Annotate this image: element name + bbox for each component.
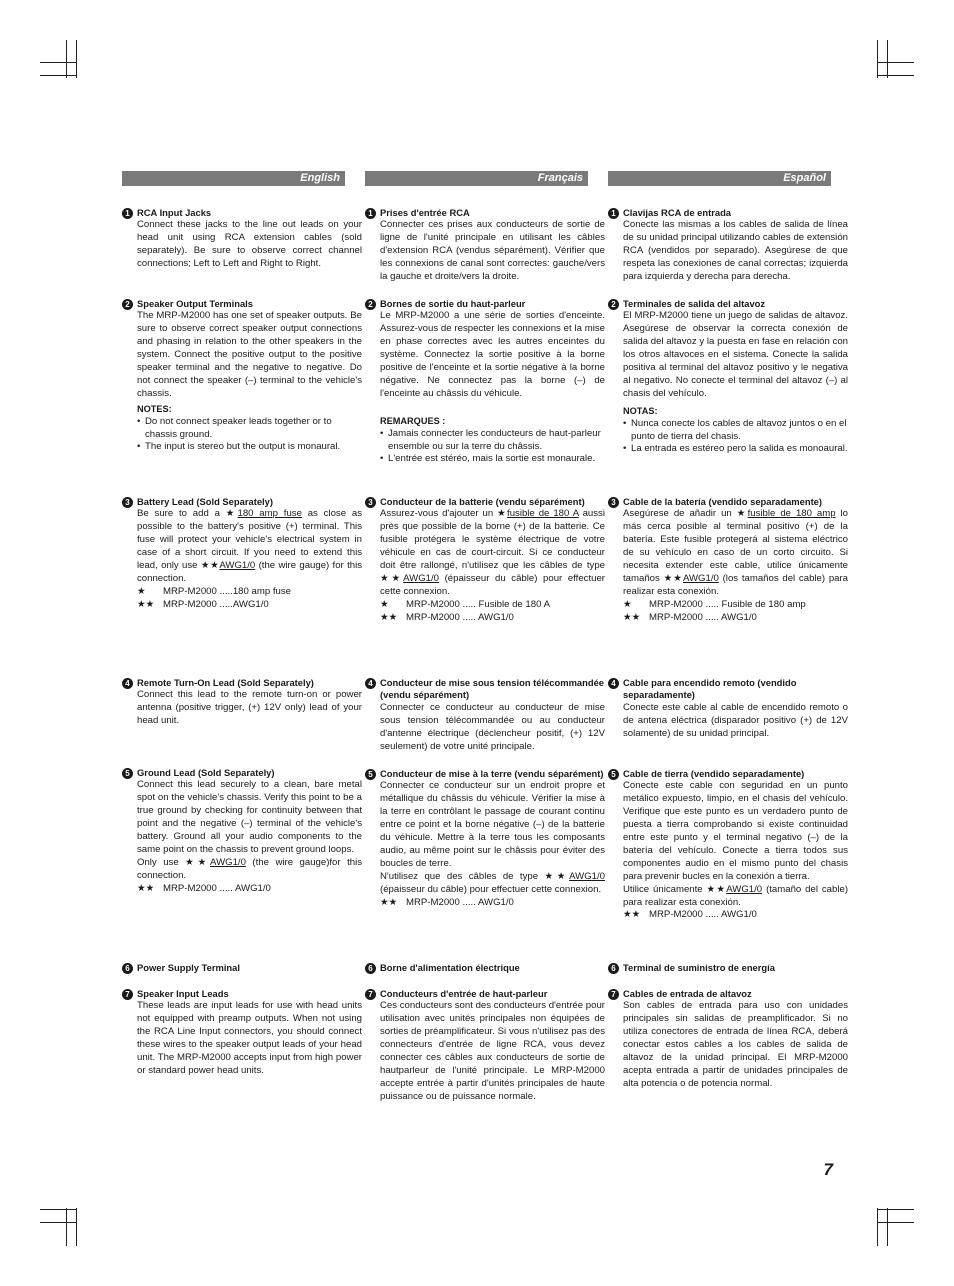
section-title: Power Supply Terminal	[137, 962, 240, 973]
column-header-english: English	[122, 171, 345, 186]
double-star-icon: ★★	[200, 560, 220, 572]
number-badge: 3	[608, 497, 619, 508]
section-body: Connect this lead to the remote turn-on or power antenna (positive trigger, (+) 12V only) lead of your head unit.	[137, 689, 362, 727]
crop-mark	[40, 62, 76, 63]
crop-mark	[887, 40, 888, 78]
section-title: Clavijas RCA de entrada	[623, 207, 732, 218]
section-title: Remote Turn-On Lead (Sold Separately)	[137, 677, 314, 688]
crop-mark	[40, 75, 76, 76]
section-title: Conducteur de la batterie (vendu séparément)	[380, 496, 585, 507]
number-badge: 5	[122, 768, 133, 779]
section-title: Conducteur de mise à la terre (vendu séparément)	[380, 768, 604, 779]
number-badge: 7	[608, 989, 619, 1000]
double-star-icon: ★★	[706, 883, 727, 895]
spec-row: ★★ MRP-M2000 ..... AWG1/0	[380, 611, 514, 623]
note-item: • La entrada es estéreo pero la salida es monoaural.	[623, 443, 848, 456]
star-icon: ★	[225, 508, 238, 520]
crop-mark	[40, 1222, 76, 1223]
number-badge: 2	[608, 299, 619, 310]
section-title: Conducteurs d'entrée de haut-parleur	[380, 988, 548, 999]
section-cable-encendido-remoto	[608, 677, 848, 741]
section-body: Connecter ce conducteur sur un endroit propre et métallique du châssis du véhicule. Vérifier la mise à la terre en contrôlant le passage de courant continu entre ce point et la borne négative (–) de la batterie du véhicule. Mettre à la terre tous les composants audio, au même point sur le châssis pour éviter des boucles de terre.	[380, 780, 605, 869]
section-title: Cables de entrada de altavoz	[623, 988, 752, 999]
section-body: These leads are input leads for use with head units not equipped with preamp outputs. When not using the RCA Line Input connectors, you should connect these wires to the speaker output leads of your head unit. The MRP-M2000 accepts input from high power or standard power head units.	[137, 1000, 362, 1076]
crop-mark	[76, 40, 77, 78]
section-body: Conecte este cable al cable de encendido remoto o de antena eléctrica (disparador positivo (+) de 12V solamente) de su unidad principal.	[623, 701, 848, 739]
crop-mark	[887, 1208, 888, 1246]
page-number: 7	[823, 1160, 833, 1179]
section-body: Assurez-vous d'ajouter un ★fusible de 180 A aussi près que possible de la borne (+) de la batterie. Ce fusible protégera le système électrique de votre véhicule en cas de court-circuit. Si ce conducteur doit être rallongé, n'utilisez que les câbles de type ★★AWG1/0 (épaisseur du câble) pour effectuer cette connexion.	[380, 508, 606, 597]
crop-mark	[878, 62, 914, 63]
section-conducteur-batterie	[365, 496, 605, 625]
notes-title: NOTAS:	[623, 405, 658, 416]
notes-title: REMARQUES :	[380, 415, 446, 426]
section-rca-input-jacks	[122, 207, 362, 271]
section-body: Conecte este cable con seguridad en un punto metálico expuesto, limpio, en el chasis del vehículo. Verifique que este punto es un verdadero punto de puesta a tierra comprobando si existe continuidad entre este punto y el terminal negativo (–) de la batería del vehículo. Conecte a tierra todos sus componentes audio en el mismo punto del chasis para prevenir bucles en la conexión a tierra.	[623, 780, 848, 882]
number-badge: 3	[122, 497, 133, 508]
column-header-espanol: Español	[608, 171, 831, 186]
number-badge: 6	[122, 963, 133, 974]
spec-row: ★ MRP-M2000 ..... Fusible de 180 amp	[623, 598, 806, 610]
section-title: Speaker Output Terminals	[137, 298, 254, 309]
number-badge: 1	[608, 208, 619, 219]
section-body: Le MRP-M2000 a une série de sorties d'enceinte. Assurez-vous de respecter les connexions et la mise en phase correctes avec les autres enceintes du système. Connectez la sortie positive à la borne positive de l'enceinte et la sortie négative à la borne négative. Ne connectez pas la borne (–) de l'enceinte au châssis du véhicule.	[380, 310, 605, 399]
section-conducteur-telecommande	[365, 677, 605, 753]
section-title: RCA Input Jacks	[137, 207, 212, 218]
double-star-icon: ★★	[380, 896, 398, 908]
section-terminal-suministro	[608, 962, 848, 974]
crop-mark	[66, 1208, 67, 1246]
section-battery-lead	[122, 496, 362, 612]
section-conducteur-terre	[365, 768, 605, 909]
spec-row: ★★ MRP-M2000 ..... AWG1/0	[623, 611, 757, 623]
spec-row: ★★ MRP-M2000 .....AWG1/0	[137, 598, 269, 610]
section-body: Connect this lead securely to a clean, bare metal spot on the vehicle's chassis. Verify this point to be a true ground by checking for continuity between that point and the negative (–) terminal of the vehicle's battery. Ground all your audio components to the same point on the chassis to prevent ground loops.	[137, 779, 362, 855]
number-badge: 7	[122, 989, 133, 1000]
section-title: Battery Lead (Sold Separately)	[137, 496, 273, 507]
double-star-icon: ★★	[663, 572, 683, 584]
section-terminales-salida	[608, 298, 848, 456]
double-star-icon: ★★	[623, 909, 641, 921]
star-icon: ★	[497, 508, 508, 520]
section-title: Bornes de sortie du haut-parleur	[380, 298, 526, 309]
section-body: Ces conducteurs sont des conducteurs d'entrée pour utilisation avec unités principales non équipées de sorties de préamplificateur. Si vous n'utilisez pas des connecteurs d'entrée de ligne RCA, vous devez connecter ces câbles aux conducteurs de sortie de hautparleur de l'unité principale. Le MRP-M2000 accepte entrée à partir d'unités principales de haute puissance ou de puissance normale.	[380, 1000, 605, 1102]
note-item: • Nunca conecte los cables de altavoz juntos o en el punto de tierra del chasis.	[623, 418, 848, 444]
spec-row: ★★ MRP-M2000 ..... AWG1/0	[380, 896, 514, 908]
crop-mark	[878, 1222, 914, 1223]
section-borne-alimentation	[365, 962, 605, 974]
section-speaker-output-terminals	[122, 298, 362, 454]
spec-row: ★★ MRP-M2000 ..... AWG1/0	[137, 882, 271, 894]
section-body: Utilice únicamente ★★AWG1/0 (tamaño del cable) para realizar esta conexión.	[623, 883, 849, 908]
section-cable-bateria	[608, 496, 848, 625]
section-conducteurs-entree	[365, 988, 605, 1104]
section-body: Connect these jacks to the line out leads on your head unit using RCA extension cables (sold separately). Be sure to observe correct channel connections; Left to Left and Right to Right.	[137, 219, 362, 270]
section-title: Cable de tierra (vendido separadamente)	[623, 768, 805, 779]
number-badge: 3	[365, 497, 376, 508]
double-star-icon: ★★	[380, 572, 404, 584]
section-body: Conecte las mismas a los cables de salida de línea de su unidad principal utilizando cables de extensión RCA (vendidos por separado). Asegúrese de que respeta las conexiones de canal correctas; izquierda para izquierda y derecha para derecha.	[623, 219, 848, 283]
crop-mark	[877, 1208, 878, 1246]
section-title: Conducteur de mise sous tension télécommandée (vendu séparément)	[380, 677, 605, 701]
column-header-francais: Français	[365, 171, 588, 186]
section-body: Connecter ce conducteur au conducteur de mise sous tension télécommandée ou au conducteur d'antenne électrique (déclencheur positif, (+) 12V seulement) de votre unité principale.	[380, 701, 605, 752]
section-power-supply-terminal	[122, 962, 362, 974]
double-star-icon: ★★	[544, 870, 570, 882]
crop-mark	[40, 1209, 76, 1210]
note-item: • Jamais connecter les conducteurs de haut-parleur ensemble ou sur la terre du châssis.	[380, 428, 605, 454]
star-icon: ★	[623, 598, 632, 610]
number-badge: 5	[365, 769, 376, 780]
spec-row: ★ MRP-M2000 .....180 amp fuse	[137, 585, 291, 597]
section-cables-entrada	[608, 988, 848, 1091]
number-badge: 6	[365, 963, 376, 974]
note-item: • L'entrée est stéréo, mais la sortie est monaurale.	[380, 453, 605, 466]
note-item: • Do not connect speaker leads together or to chassis ground.	[137, 416, 362, 442]
star-icon: ★	[736, 508, 748, 520]
section-ground-lead	[122, 767, 362, 896]
section-cable-tierra	[608, 768, 848, 922]
star-icon: ★	[380, 598, 389, 610]
spec-row: ★ MRP-M2000 ..... Fusible de 180 A	[380, 598, 550, 610]
spec-row: ★★ MRP-M2000 ..... AWG1/0	[623, 909, 757, 921]
section-title: Speaker Input Leads	[137, 988, 229, 999]
double-star-icon: ★★	[137, 882, 155, 894]
number-badge: 4	[365, 678, 376, 689]
section-title: Borne d'alimentation électrique	[380, 962, 520, 973]
note-item: • The input is stereo but the output is monaural.	[137, 441, 362, 454]
section-title: Terminales de salida del altavoz	[623, 298, 766, 309]
section-body: N'utilisez que des câbles de type ★★AWG1/0 (épaisseur du câble) pour effectuer cette connexion.	[380, 870, 605, 895]
crop-mark	[878, 1209, 914, 1210]
section-title: Cable de la batería (vendido separadamente)	[623, 496, 823, 507]
crop-mark	[76, 1208, 77, 1246]
notes-title: NOTES:	[137, 403, 172, 414]
section-title: Terminal de suministro de energía	[623, 962, 775, 973]
section-body: Be sure to add a ★180 amp fuse as close as possible to the battery's positive (+) terminal. This fuse will protect your vehicle's electrical system in case of a short circuit. If you need to extend this lead, only use ★★AWG1/0 (the wire gauge) for this connection.	[137, 508, 362, 584]
number-badge: 7	[365, 989, 376, 1000]
crop-mark	[66, 40, 67, 78]
section-body: Connecter ces prises aux conducteurs de sortie de ligne de l'unité principale en utilisant les câbles d'extension RCA (vendus séparément). Vérifier que les connexions de canal sont correctes: gauche/vers la gauche et droite/vers la droite.	[380, 219, 605, 283]
section-title: Cable para encendido remoto (vendido separadamente)	[623, 677, 797, 701]
star-icon: ★	[137, 585, 146, 597]
double-star-icon: ★★	[380, 611, 398, 623]
double-star-icon: ★★	[185, 856, 211, 868]
double-star-icon: ★★	[137, 598, 155, 610]
section-title: Prises d'entrée RCA	[380, 207, 470, 218]
number-badge: 4	[608, 678, 619, 689]
number-badge: 2	[365, 299, 376, 310]
section-body: Son cables de entrada para uso con unidades principales sin salidas de preamplificador. Si no utiliza conectores de entrada de línea RCA, deberá conectar estos cables a los cables de salida de altavoz de la unidad principal. El MRP-M2000 acepta entrada a partir de unidades principales de alta potencia o de potencia normal.	[623, 1000, 848, 1089]
number-badge: 1	[365, 208, 376, 219]
number-badge: 6	[608, 963, 619, 974]
section-body: The MRP-M2000 has one set of speaker outputs. Be sure to observe correct speaker output connections and phasing in relation to the other speakers in the system. Connect the positive output to the positive speaker terminal and the negative to negative. Do not connect the speaker (–) terminal to the vehicle's chassis.	[137, 310, 362, 399]
crop-mark	[878, 75, 914, 76]
crop-mark	[877, 40, 878, 78]
number-badge: 1	[122, 208, 133, 219]
number-badge: 4	[122, 678, 133, 689]
section-speaker-input-leads	[122, 988, 362, 1078]
section-prises-entree-rca	[365, 207, 605, 284]
section-body: El MRP-M2000 tiene un juego de salidas de altavoz. Asegúrese de observar la correcta conexión de salida del altavoz y la puesta en fase en relación con los otros altavoces en el sistema. Conecte la salida positiva al terminal del altavoz positivo y le negativa al negativo. No conecte el terminal del altavoz (–) al chasis del vehículo.	[623, 310, 848, 399]
section-title: Ground Lead (Sold Separately)	[137, 767, 275, 778]
section-clavijas-rca	[608, 207, 848, 284]
section-body: Only use ★★AWG1/0 (the wire gauge)for this connection.	[137, 856, 363, 881]
section-body: Asegúrese de añadir un ★fusible de 180 amp lo más cerca posible al terminal positivo (+) de la batería. Este fusible protegerá al sistema eléctrico de su vehículo en caso de un corto circuito. Si necesita extender este cable, utilice únicamente tamaños ★★AWG1/0 (los tamaños del cable) para realizar esta conexión.	[623, 508, 849, 597]
double-star-icon: ★★	[623, 611, 641, 623]
number-badge: 2	[122, 299, 133, 310]
section-bornes-sortie	[365, 298, 605, 466]
section-remote-turn-on-lead	[122, 677, 362, 728]
number-badge: 5	[608, 769, 619, 780]
